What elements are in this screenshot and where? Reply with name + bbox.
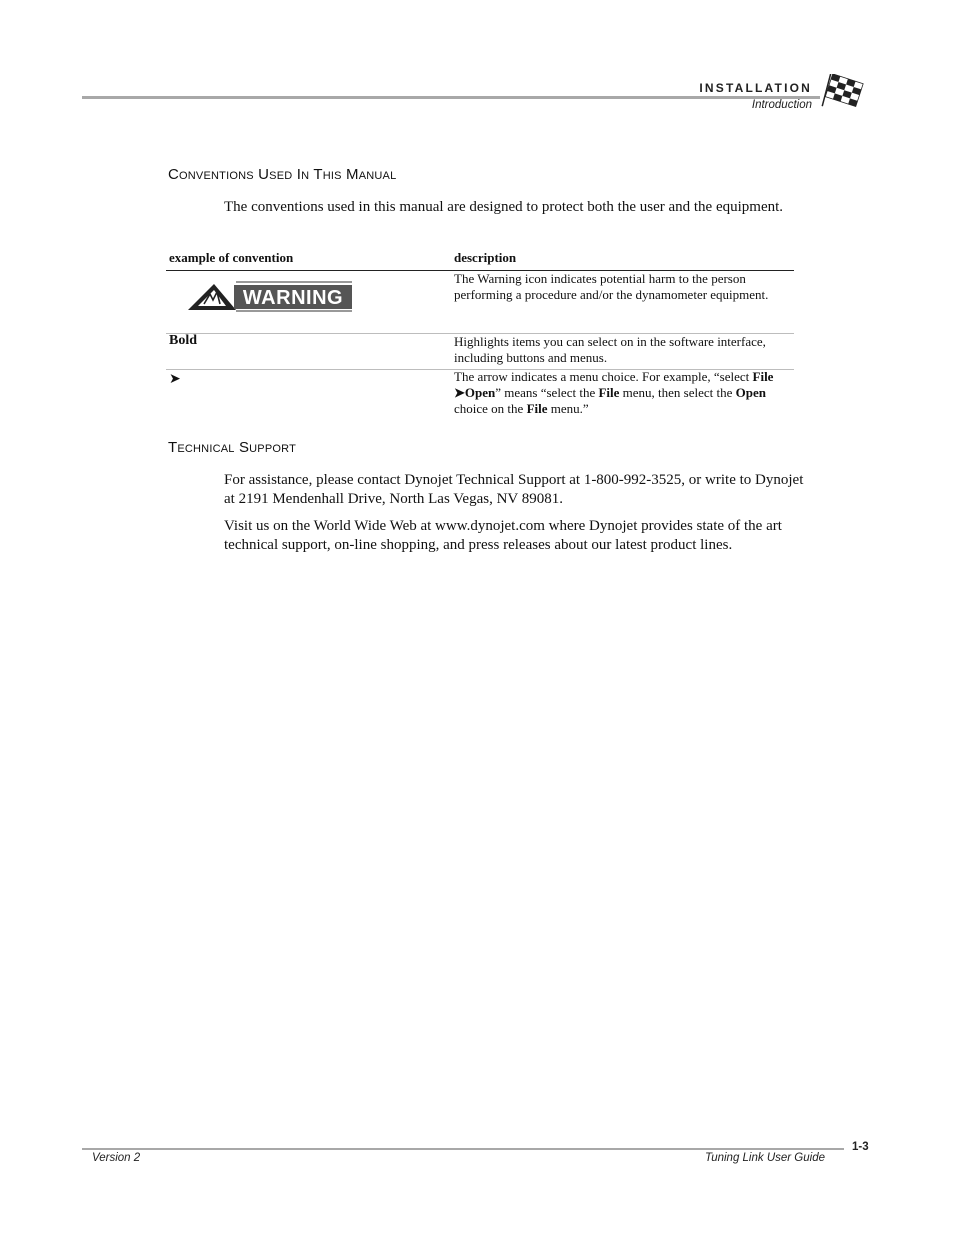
page-number: 1-3 bbox=[852, 1141, 869, 1153]
table-cell-description: The arrow indicates a menu choice. For example, “select File ➤Open” means “select the File menu, then select the Open choice on the File menu.” bbox=[454, 369, 774, 416]
conventions-intro: The conventions used in this manual are designed to protect both the user and the equipment. bbox=[224, 199, 784, 215]
footer-guide-title: Tuning Link User Guide bbox=[705, 1152, 825, 1164]
support-contact-paragraph: For assistance, please contact Dynojet Technical Support at 1-800-992-3525, or write to Dynojet at 2191 Mendenhall Drive, North Las Vegas, NV 89081. bbox=[224, 472, 804, 507]
table-cell-description: Highlights items you can select on in the software interface, including buttons and menus. bbox=[454, 334, 766, 365]
support-web-paragraph: Visit us on the World Wide Web at www.dynojet.com where Dynojet provides state of the art technical support, on-line shopping, and press releases about our latest product lines. bbox=[224, 518, 782, 553]
arrow-icon: ➤ bbox=[169, 372, 181, 387]
footer-version: Version 2 bbox=[92, 1152, 141, 1164]
section-heading-technical-support: Technical Support bbox=[168, 439, 296, 456]
footer-rule bbox=[82, 1148, 844, 1150]
section-heading-conventions: Conventions Used In This Manual bbox=[168, 166, 397, 183]
section-title: Introduction bbox=[751, 99, 812, 111]
table-cell-description: The Warning icon indicates potential harm to the person performing a procedure and/or the dynamometer equipment. bbox=[454, 271, 769, 302]
checkered-flag-icon bbox=[821, 74, 865, 114]
warning-icon bbox=[186, 280, 354, 319]
chapter-title: INSTALLATION bbox=[699, 81, 812, 95]
column-header-example: example of convention bbox=[169, 250, 294, 265]
svg-text:WARNING: WARNING bbox=[242, 287, 344, 309]
header-rule bbox=[82, 96, 820, 99]
table-cell-example: Bold bbox=[169, 333, 198, 348]
column-header-description: description bbox=[454, 250, 517, 265]
